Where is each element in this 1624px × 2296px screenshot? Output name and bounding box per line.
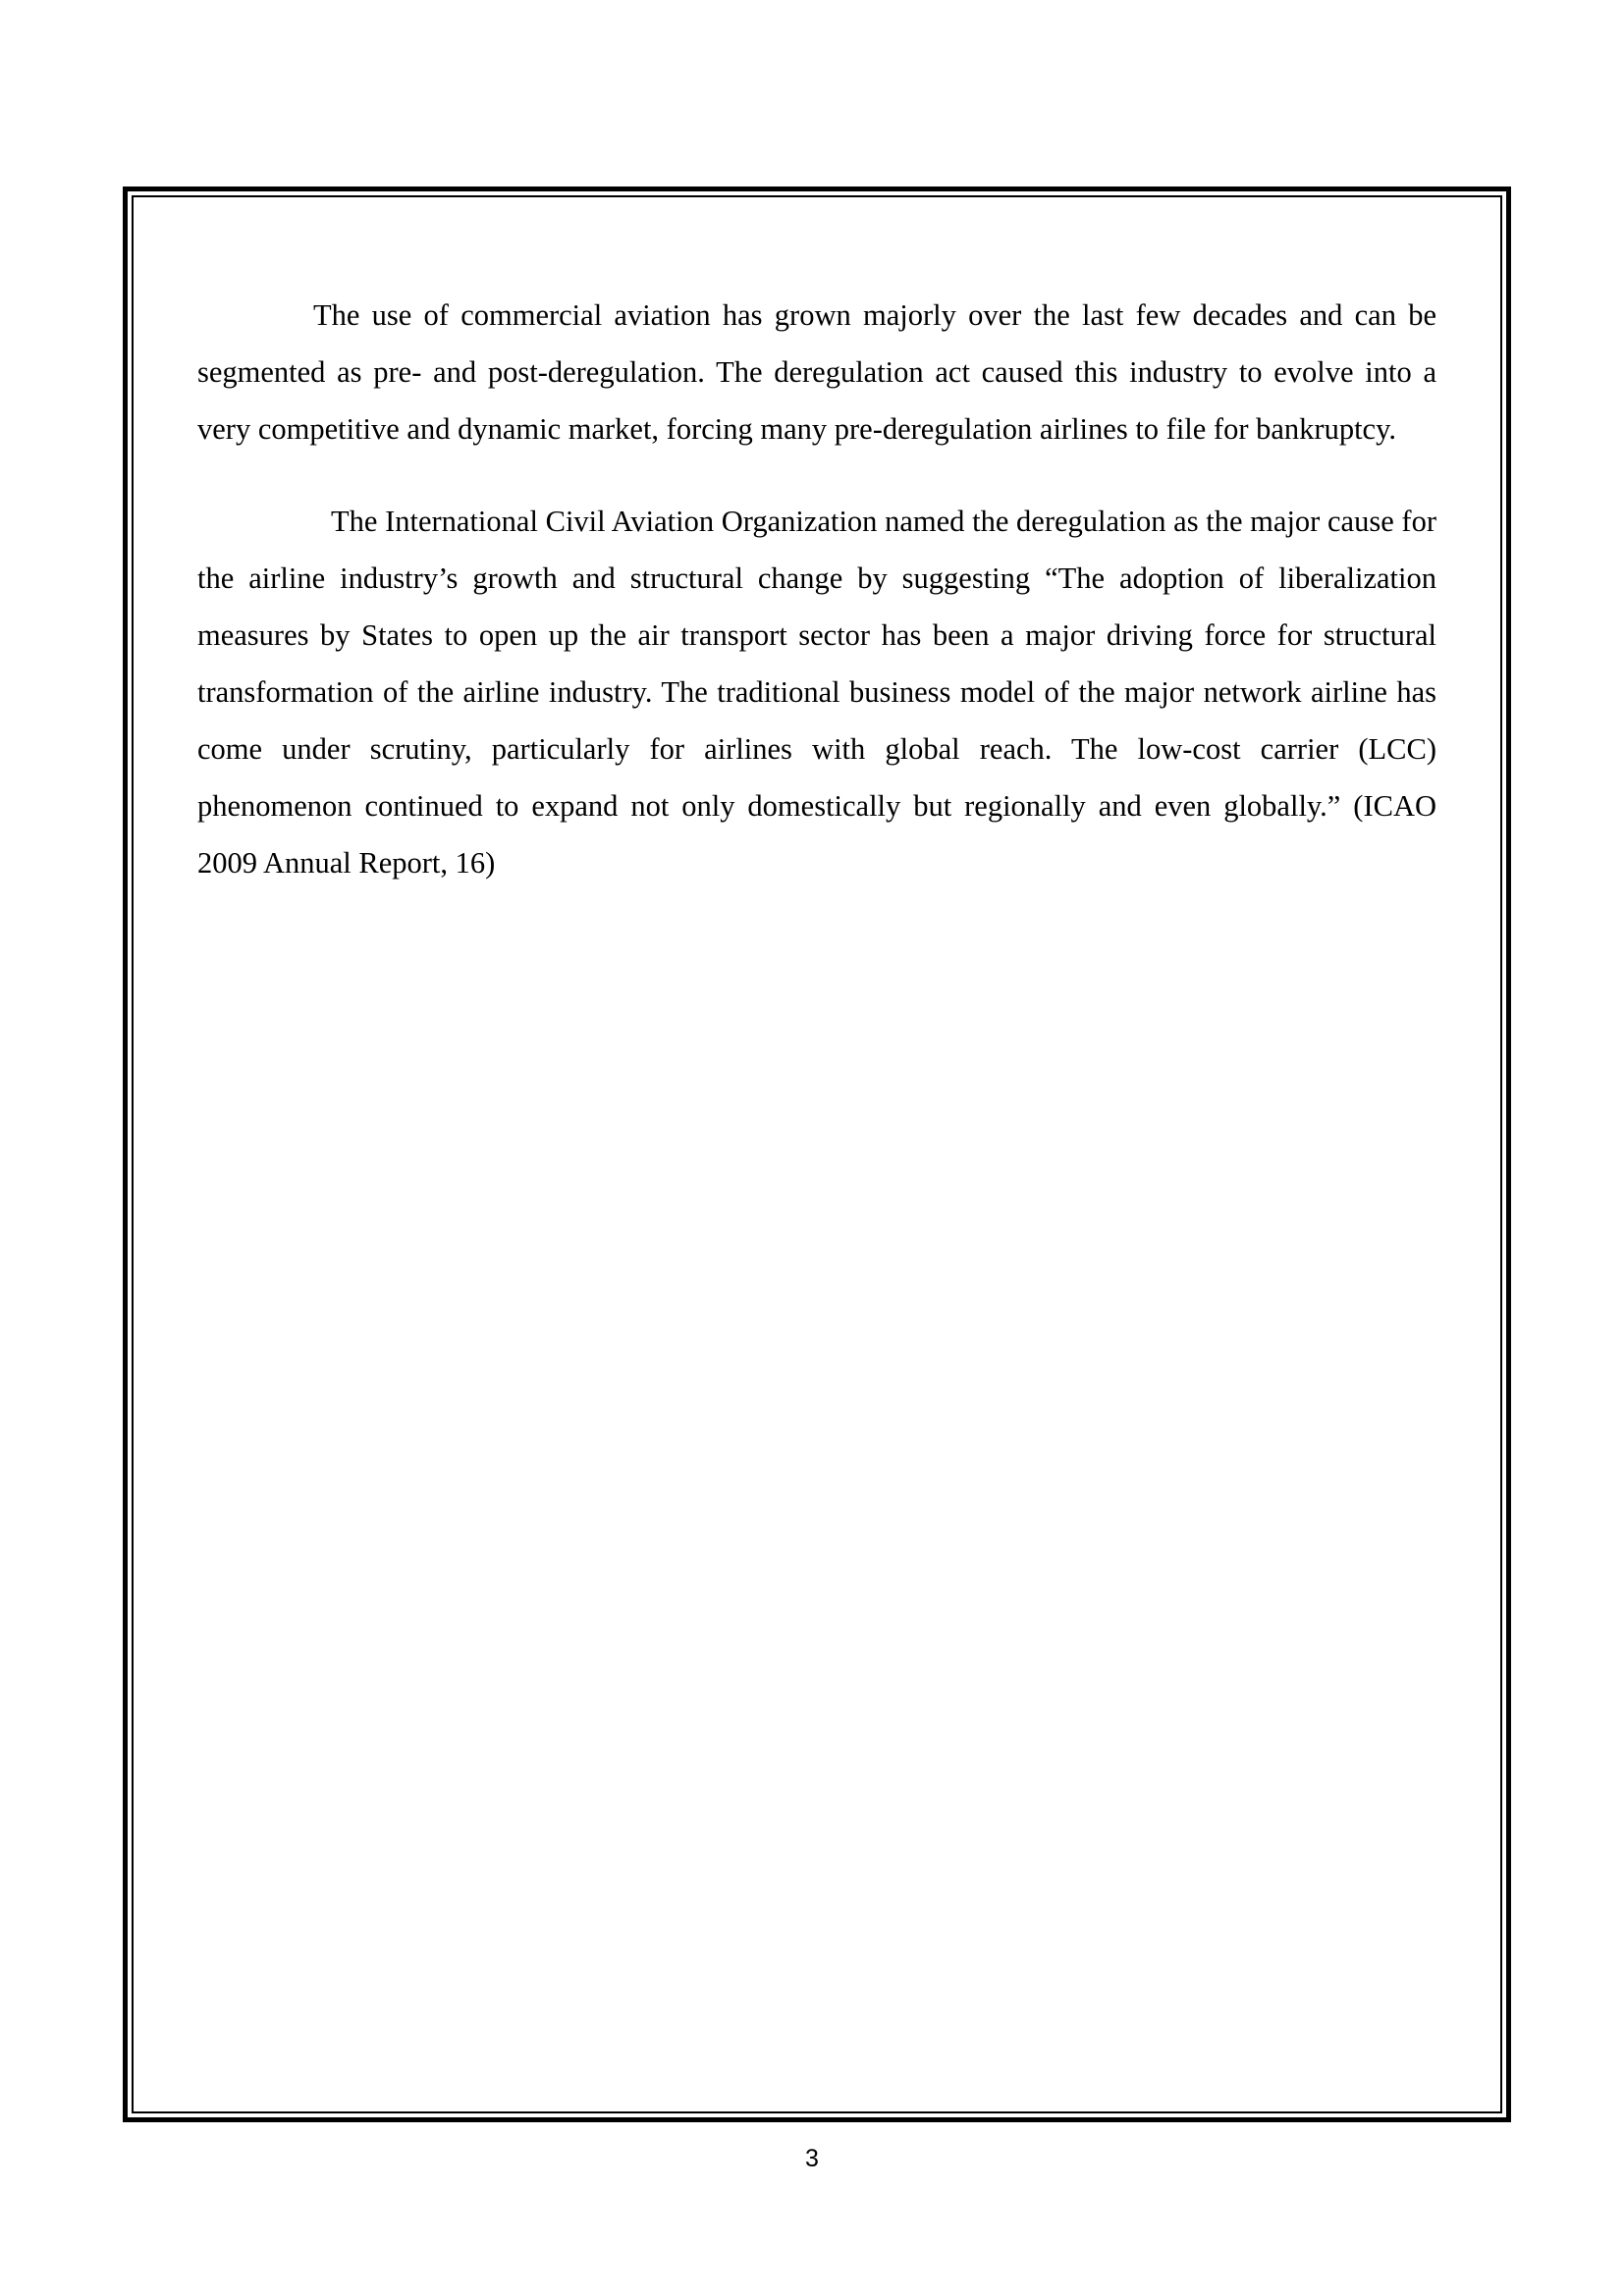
page-number: 3 (805, 2145, 819, 2172)
paragraph-deregulation-intro: The use of commercial aviation has grown majorly over the last few decades and can be segmented as pre- and post-deregulation. The deregulation act caused this industry to evolve into a very competitive and dynamic market, forcing many pre-deregulation airlines to file for bankruptcy. (197, 298, 1436, 446)
paragraph-icao-quote: The International Civil Aviation Organization named the deregulation as the major cause for the airline industry’s growth and structural change by suggesting “The adoption of liberalization measures by States to open up the air transport sector has been a major driving force for structural transformation of the airline industry. The traditional business model of the major network airline has come under scrutiny, particularly for airlines with global reach. The low-cost carrier (LCC) phenomenon continued to expand not only domestically but regionally and even globally.” (ICAO 2009 Annual Report, 16) (197, 505, 1436, 880)
body-text (197, 287, 1436, 891)
